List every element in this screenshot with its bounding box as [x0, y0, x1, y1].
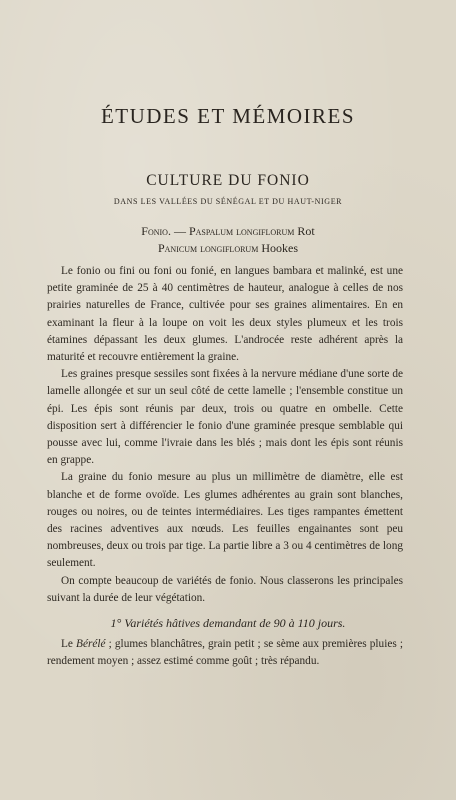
- section-heading: 1° Variétés hâtives demandant de 90 à 110 jours.: [110, 616, 346, 630]
- variety-description: ; glumes blanchâtres, grain petit ; se sème aux premières pluies ; rendement moyen ; assez estimé comme goût ; très répandu.: [47, 638, 403, 668]
- running-head: ÉTUDES ET MÉMOIRES: [100, 104, 356, 128]
- chapter-title: CULTURE DU FONIO: [146, 172, 310, 189]
- paragraph: Les graines presque sessiles sont fixées à la nervure médiane d'une sorte de lamelle allongée et sur un seul côté de cette lamelle ; l'ensemble constitue un épi. Les épis sont réunis par deux, trois ou quatre en ombelle. Cette disposition sert à différencier le fonio d'une graminée presque semblable qui pousse avec lui, comme l'ivraie dans les blés ; mais dont les épis sont réunis en grappe.: [47, 368, 403, 467]
- variety-lead: Le: [61, 638, 77, 650]
- scientific-name-line-2: [0, 241, 456, 256]
- chapter-subtitle: DANS LES VALLÉES DU SÉNÉGAL ET DU HAUT-NIGER: [113, 197, 343, 206]
- body-text: [47, 263, 403, 607]
- paragraph: La graine du fonio mesure au plus un millimètre de diamètre, elle est blanche et de forme ovoïde. Les glumes adhérentes au grain sont blanches, rouges ou noires, ou de teintes intermédiaires. Les tiges rampantes émettent des racines adventives aux nœuds. Les feuilles engainantes sont peu nombreuses, deux ou trois par tige. La partie libre a 3 ou 4 centimètres de long seulement.: [47, 471, 403, 570]
- variety-name: Bérélé: [76, 638, 106, 650]
- author-name-1: Rot: [294, 224, 315, 238]
- paragraph: Le fonio ou fini ou foni ou fonié, en langues bambara et malinké, est une petite graminée de 25 à 40 centimètres de hauteur, analogue à celles de nos prairies naturelles de France, cultivée pour ses graines alimentaires. En en examinant la fleur à la loupe on voit les deux styles plumeux et les trois étamines dépassant les deux glumes. L'androcée reste adhérent après la maturité et recouvre entièrement la graine.: [47, 265, 403, 364]
- latin-name-1: Paspalum longiflorum: [188, 224, 295, 238]
- common-name: Fonio. —: [141, 224, 189, 238]
- scientific-name-line-1: [0, 224, 456, 239]
- variety-paragraph: [47, 636, 403, 670]
- latin-name-2: Panicum longiflorum: [157, 241, 259, 255]
- variety-entry: [47, 636, 403, 670]
- author-name-2: Hookes: [258, 241, 298, 255]
- paragraph: On compte beaucoup de variétés de fonio. Nous classerons les principales suivant la durée de leur végétation.: [47, 574, 403, 604]
